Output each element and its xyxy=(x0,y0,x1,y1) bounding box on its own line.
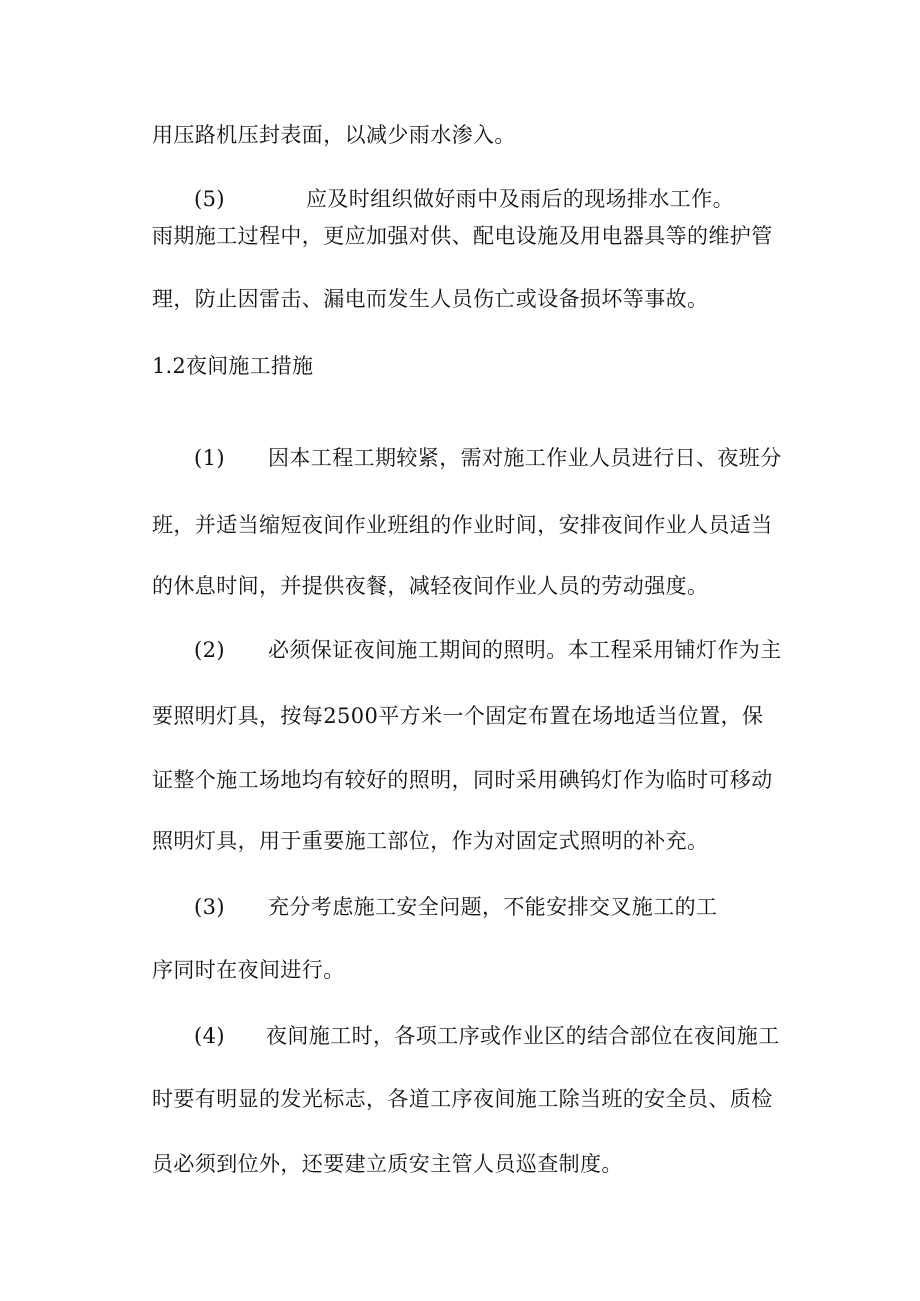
item-number: (3) xyxy=(194,895,225,919)
text-line: 理，防止因雷击、漏电而发生人员伤亡或设备损坏等事故。 xyxy=(152,287,709,311)
list-item-2 xyxy=(194,636,782,664)
item-text: 必须保证夜间施工期间的照明。本工程采用铺灯作为主 xyxy=(268,638,782,662)
text-line: 要照明灯具，按每2500平方米一个固定布置在场地适当位置，保 xyxy=(152,704,764,728)
list-item-1 xyxy=(194,444,782,472)
text-line: 的休息时间，并提供夜餐，减轻夜间作业人员的劳动强度。 xyxy=(152,574,709,598)
text-line: 时要有明显的发光标志，各道工序夜间施工除当班的安全员、质检 xyxy=(152,1087,773,1111)
text-line: 证整个施工场地均有较好的照明，同时采用碘钨灯作为临时可移动 xyxy=(152,768,773,792)
item-number: (4) xyxy=(194,1024,225,1048)
section-heading: 1.2夜间施工措施 xyxy=(152,354,314,378)
list-item-3 xyxy=(194,893,717,921)
item-text: 夜间施工时，各项工序或作业区的结合部位在夜间施工 xyxy=(266,1024,780,1048)
item-text: 充分考虑施工安全问题，不能安排交叉施工的工 xyxy=(268,895,718,919)
item-text: 应及时组织做好雨中及雨后的现场排水工作。 xyxy=(306,187,734,211)
text-line: 照明灯具，用于重要施工部位，作为对固定式照明的补充。 xyxy=(152,829,709,853)
text-line: 序同时在夜间进行。 xyxy=(152,958,345,982)
list-item-4 xyxy=(194,1022,780,1050)
item-number: (2) xyxy=(194,638,225,662)
text-line: 雨期施工过程中，更应加强对供、配电设施及用电器具等的维护管 xyxy=(152,224,773,248)
text-line: 员必须到位外，还要建立质安主管人员巡查制度。 xyxy=(152,1152,623,1176)
text-line: 用压路机压封表面，以减少雨水渗入。 xyxy=(152,123,516,147)
item-number: (5) xyxy=(194,187,225,211)
list-item-5 xyxy=(194,185,734,213)
item-text: 因本工程工期较紧，需对施工作业人员进行日、夜班分 xyxy=(268,446,782,470)
text-line: 班，并适当缩短夜间作业班组的作业时间，安排夜间作业人员适当 xyxy=(152,513,773,537)
item-number: (1) xyxy=(194,446,225,470)
